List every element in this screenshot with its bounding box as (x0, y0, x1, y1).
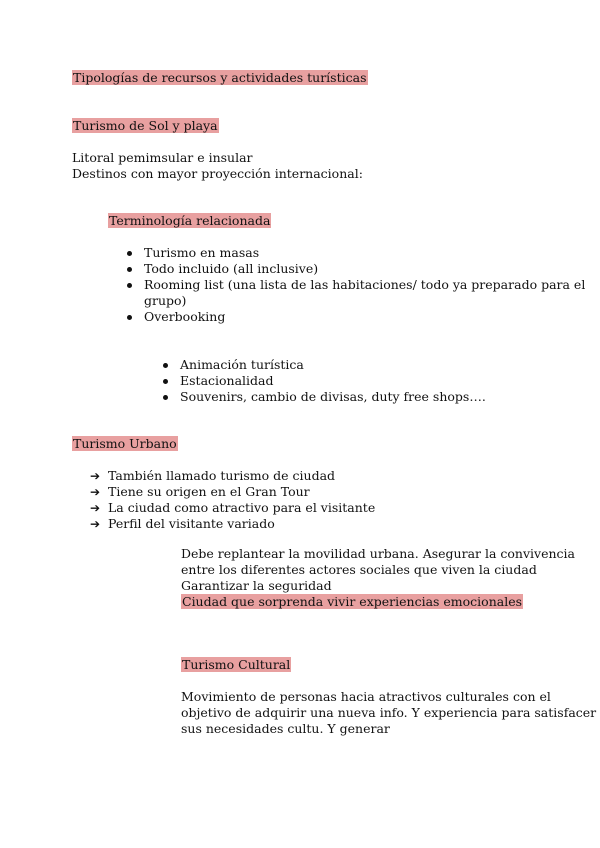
arrow-icon: ➔ (90, 517, 101, 531)
arrow-icon: ➔ (90, 501, 101, 515)
list-item: Overbooking (127, 309, 547, 325)
section-heading-urbano (72, 436, 178, 452)
main-title-text: Tipologías de recursos y actividades turísticas (73, 70, 367, 85)
list-item: ➔ Tiene su origen en el Gran Tour (90, 484, 310, 499)
bullet-icon (127, 267, 132, 272)
bullet-icon (127, 251, 132, 256)
list-item: ➔ Perfil del visitante variado (90, 516, 275, 531)
list-item: Estacionalidad (163, 373, 543, 389)
arrow-icon: ➔ (90, 469, 101, 483)
sol-playa-line-1: Litoral pemimsular e insular (72, 150, 253, 165)
list-item: Rooming list (una lista de las habitaciones/ todo ya preparado para el grupo) (127, 277, 547, 309)
list-item: ➔ La ciudad como atractivo para el visitante (90, 500, 376, 515)
list-item: Souvenirs, cambio de divisas, duty free shops…. (163, 389, 543, 405)
cultural-heading-text: Turismo Cultural (182, 657, 291, 672)
document-page: Tipologías de recursos y actividades turísticas Turismo de Sol y playa Litoral pemimsular e insular Destinos con mayor proyección internacional: Terminología relacionada Turismo en masas Todo incluido (all inclusive) Rooming list (una lista de las habitaciones/ todo ya preparado para el grupo) Overbooking Animación turística Estacionalidad Souvenirs, cambio de divisas, duty free shops…. Turismo Urbano ➔ También llamado turismo de ciudad ➔ Tiene su origen en el Gran Tour ➔ La ciudad como atractivo para el visitante ➔ Perfil del visitante variado Debe replantear la movilidad urbana. Asegurar la convivencia entre los diferentes actores sociales que viven la ciudad Garantizar la seguridad Ciudad que sorprenda vivir experiencias emocionales Turismo Cultural Movimiento de personas hacia atractivos culturales con el objetivo de adquirir una nueva info. Y experiencia para satisfacer sus necesidades cultu. Y generar (72, 70, 597, 736)
main-title (72, 70, 368, 86)
sol-playa-line-2: Destinos con mayor proyección internacional: (72, 166, 363, 181)
urbano-highlight-line: Ciudad que sorprenda vivir experiencias emocionales (182, 594, 523, 609)
bullet-icon (163, 379, 168, 384)
list-item: Turismo en masas (127, 245, 547, 261)
terminology-heading-text: Terminología relacionada (109, 213, 271, 228)
sol-playa-heading-text: Turismo de Sol y playa (73, 118, 218, 133)
bullet-icon (163, 395, 168, 400)
bullet-icon (127, 283, 132, 288)
list-item: ➔ También llamado turismo de ciudad (90, 468, 336, 483)
section-heading-sol-playa (72, 118, 219, 134)
terminology-heading (108, 213, 271, 229)
section-heading-cultural (181, 657, 291, 673)
list-item: Todo incluido (all inclusive) (127, 261, 547, 277)
bullet-icon (127, 315, 132, 320)
urbano-heading-text: Turismo Urbano (73, 436, 177, 451)
list-item: Animación turística (163, 357, 543, 373)
arrow-icon: ➔ (90, 485, 101, 499)
bullet-icon (163, 363, 168, 368)
